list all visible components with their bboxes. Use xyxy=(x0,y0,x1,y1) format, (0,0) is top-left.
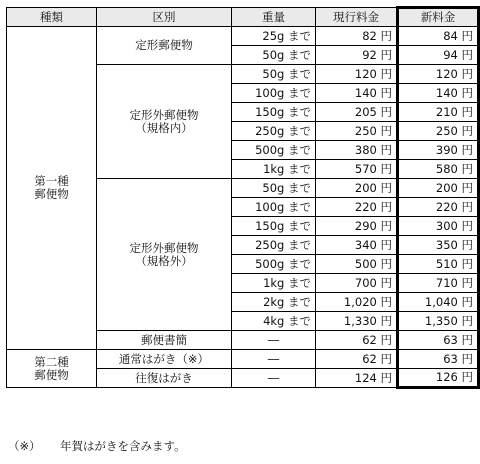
current-rate-cell: 700 円 xyxy=(316,274,398,293)
header-class: 区別 xyxy=(97,8,232,27)
current-rate-cell: 92 円 xyxy=(316,46,398,65)
weight-cell: 250g まで xyxy=(232,236,316,255)
table-row xyxy=(7,27,479,46)
category-cell xyxy=(97,331,232,350)
footnote xyxy=(8,438,186,454)
table-header-row xyxy=(7,8,479,27)
weight-cell: 500g まで xyxy=(232,255,316,274)
new-rate-cell: 63 円 xyxy=(398,331,479,350)
new-rate-cell: 63 円 xyxy=(398,350,479,369)
current-rate-cell: 290 円 xyxy=(316,217,398,236)
footnote-text: 年賀はがきを含みます。 xyxy=(60,439,186,453)
weight-cell: ― xyxy=(232,350,316,369)
weight-cell: 2kg まで xyxy=(232,293,316,312)
weight-cell: 1kg まで xyxy=(232,160,316,179)
new-rate-cell: 390 円 xyxy=(398,141,479,160)
header-new-rate: 新料金 xyxy=(398,8,479,27)
current-rate-cell: 140 円 xyxy=(316,84,398,103)
new-rate-cell: 84 円 xyxy=(398,27,479,46)
category-line: （規格外） xyxy=(135,253,193,268)
weight-cell: 500g まで xyxy=(232,141,316,160)
new-rate-cell: 210 円 xyxy=(398,103,479,122)
weight-cell: 150g まで xyxy=(232,103,316,122)
weight-cell: 25g まで xyxy=(232,27,316,46)
table-row xyxy=(7,350,479,369)
new-rate-cell: 126 円 xyxy=(398,369,479,388)
table-body xyxy=(7,27,479,388)
weight-cell: 150g まで xyxy=(232,217,316,236)
new-rate-cell: 200 円 xyxy=(398,179,479,198)
new-rate-cell: 1,350 円 xyxy=(398,312,479,331)
new-rate-cell: 94 円 xyxy=(398,46,479,65)
new-rate-cell: 510 円 xyxy=(398,255,479,274)
weight-cell: 50g まで xyxy=(232,46,316,65)
new-rate-cell: 1,040 円 xyxy=(398,293,479,312)
category-line: 通常はがき（※） xyxy=(118,351,210,366)
header-current-rate: 現行料金 xyxy=(316,8,398,27)
new-rate-cell: 220 円 xyxy=(398,198,479,217)
weight-cell: ― xyxy=(232,369,316,388)
current-rate-cell: 124 円 xyxy=(316,369,398,388)
new-rate-cell: 120 円 xyxy=(398,65,479,84)
header-type: 種類 xyxy=(7,8,97,27)
current-rate-cell: 500 円 xyxy=(316,255,398,274)
category-cell xyxy=(97,65,232,179)
weight-cell: 4kg まで xyxy=(232,312,316,331)
mail-type-line: 第二種 xyxy=(34,354,69,369)
category-cell xyxy=(97,369,232,388)
current-rate-cell: 380 円 xyxy=(316,141,398,160)
mail-type-line: 第一種 xyxy=(34,174,69,189)
current-rate-cell: 570 円 xyxy=(316,160,398,179)
footnote-mark: （※） xyxy=(8,439,41,453)
weight-cell: ― xyxy=(232,331,316,350)
current-rate-cell: 205 円 xyxy=(316,103,398,122)
new-rate-cell: 710 円 xyxy=(398,274,479,293)
weight-cell: 100g まで xyxy=(232,84,316,103)
weight-cell: 50g まで xyxy=(232,179,316,198)
new-rate-cell: 300 円 xyxy=(398,217,479,236)
weight-cell: 1kg まで xyxy=(232,274,316,293)
current-rate-cell: 62 円 xyxy=(316,350,398,369)
postage-rate-table xyxy=(6,6,480,389)
category-line: 定形外郵便物 xyxy=(129,107,199,122)
header-weight: 重量 xyxy=(232,8,316,27)
mail-type-cell xyxy=(7,350,97,388)
weight-cell: 50g まで xyxy=(232,65,316,84)
category-cell xyxy=(97,350,232,369)
new-rate-cell: 580 円 xyxy=(398,160,479,179)
mail-type-cell xyxy=(7,27,97,350)
current-rate-cell: 220 円 xyxy=(316,198,398,217)
mail-type-line: 郵便物 xyxy=(34,187,69,201)
current-rate-cell: 82 円 xyxy=(316,27,398,46)
weight-cell: 100g まで xyxy=(232,198,316,217)
category-cell xyxy=(97,179,232,331)
current-rate-cell: 340 円 xyxy=(316,236,398,255)
current-rate-cell: 62 円 xyxy=(316,331,398,350)
category-line: （規格内） xyxy=(135,120,193,135)
current-rate-cell: 1,020 円 xyxy=(316,293,398,312)
current-rate-cell: 250 円 xyxy=(316,122,398,141)
category-line: 定形外郵便物 xyxy=(129,240,199,255)
new-rate-cell: 140 円 xyxy=(398,84,479,103)
category-line: 往復はがき xyxy=(135,370,193,385)
current-rate-cell: 1,330 円 xyxy=(316,312,398,331)
current-rate-cell: 120 円 xyxy=(316,65,398,84)
new-rate-cell: 250 円 xyxy=(398,122,479,141)
new-rate-cell: 350 円 xyxy=(398,236,479,255)
weight-cell: 250g まで xyxy=(232,122,316,141)
category-cell xyxy=(97,27,232,65)
mail-type-line: 郵便物 xyxy=(34,367,69,382)
category-line: 郵便書簡 xyxy=(141,332,187,347)
current-rate-cell: 200 円 xyxy=(316,179,398,198)
category-line: 定形郵便物 xyxy=(135,38,193,53)
